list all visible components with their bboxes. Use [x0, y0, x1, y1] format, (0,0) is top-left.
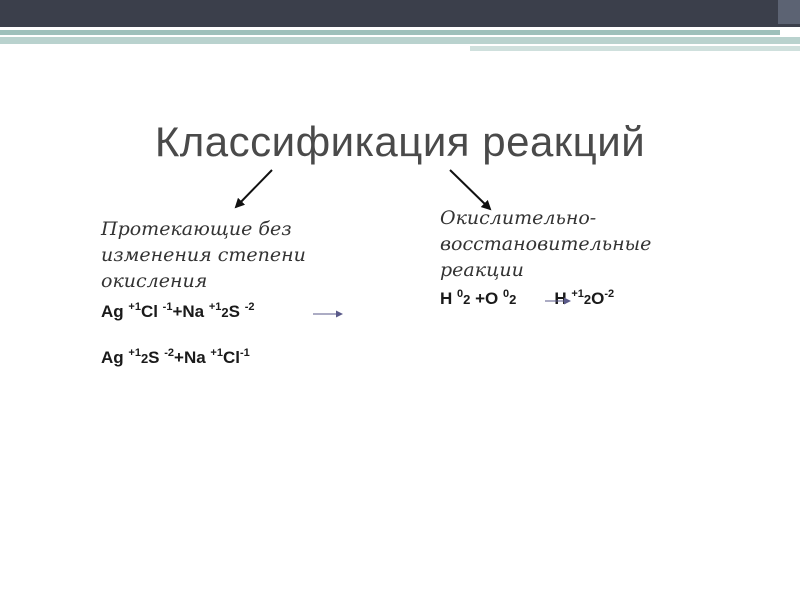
- formula-redox: H $^0$2 +O $^0$2 H $^{+1}2O^{-2}$: [440, 288, 615, 308]
- formula-reactants-exchange: Ag $^{+1}$Cl $^{-1}$+Na $^{+1}$2S $^{-2}$: [101, 301, 255, 321]
- heading-line: восстановительные: [440, 233, 652, 255]
- formula-products-exchange: Ag $^{+1}$2S $^{-2}$+Na $^{+1}Cl^{-1}$: [101, 347, 250, 367]
- heading-line: реакции: [440, 259, 524, 281]
- heading-line: изменения степени: [101, 244, 306, 266]
- arrow-right-icon: [450, 170, 490, 209]
- heading-line: Окислительно-: [440, 207, 597, 229]
- slide-title: Классификация реакций: [154, 118, 646, 165]
- heading-line: Протекающие без: [101, 218, 292, 240]
- arrow-left-icon: [236, 170, 272, 207]
- heading-line: окисления: [101, 270, 208, 292]
